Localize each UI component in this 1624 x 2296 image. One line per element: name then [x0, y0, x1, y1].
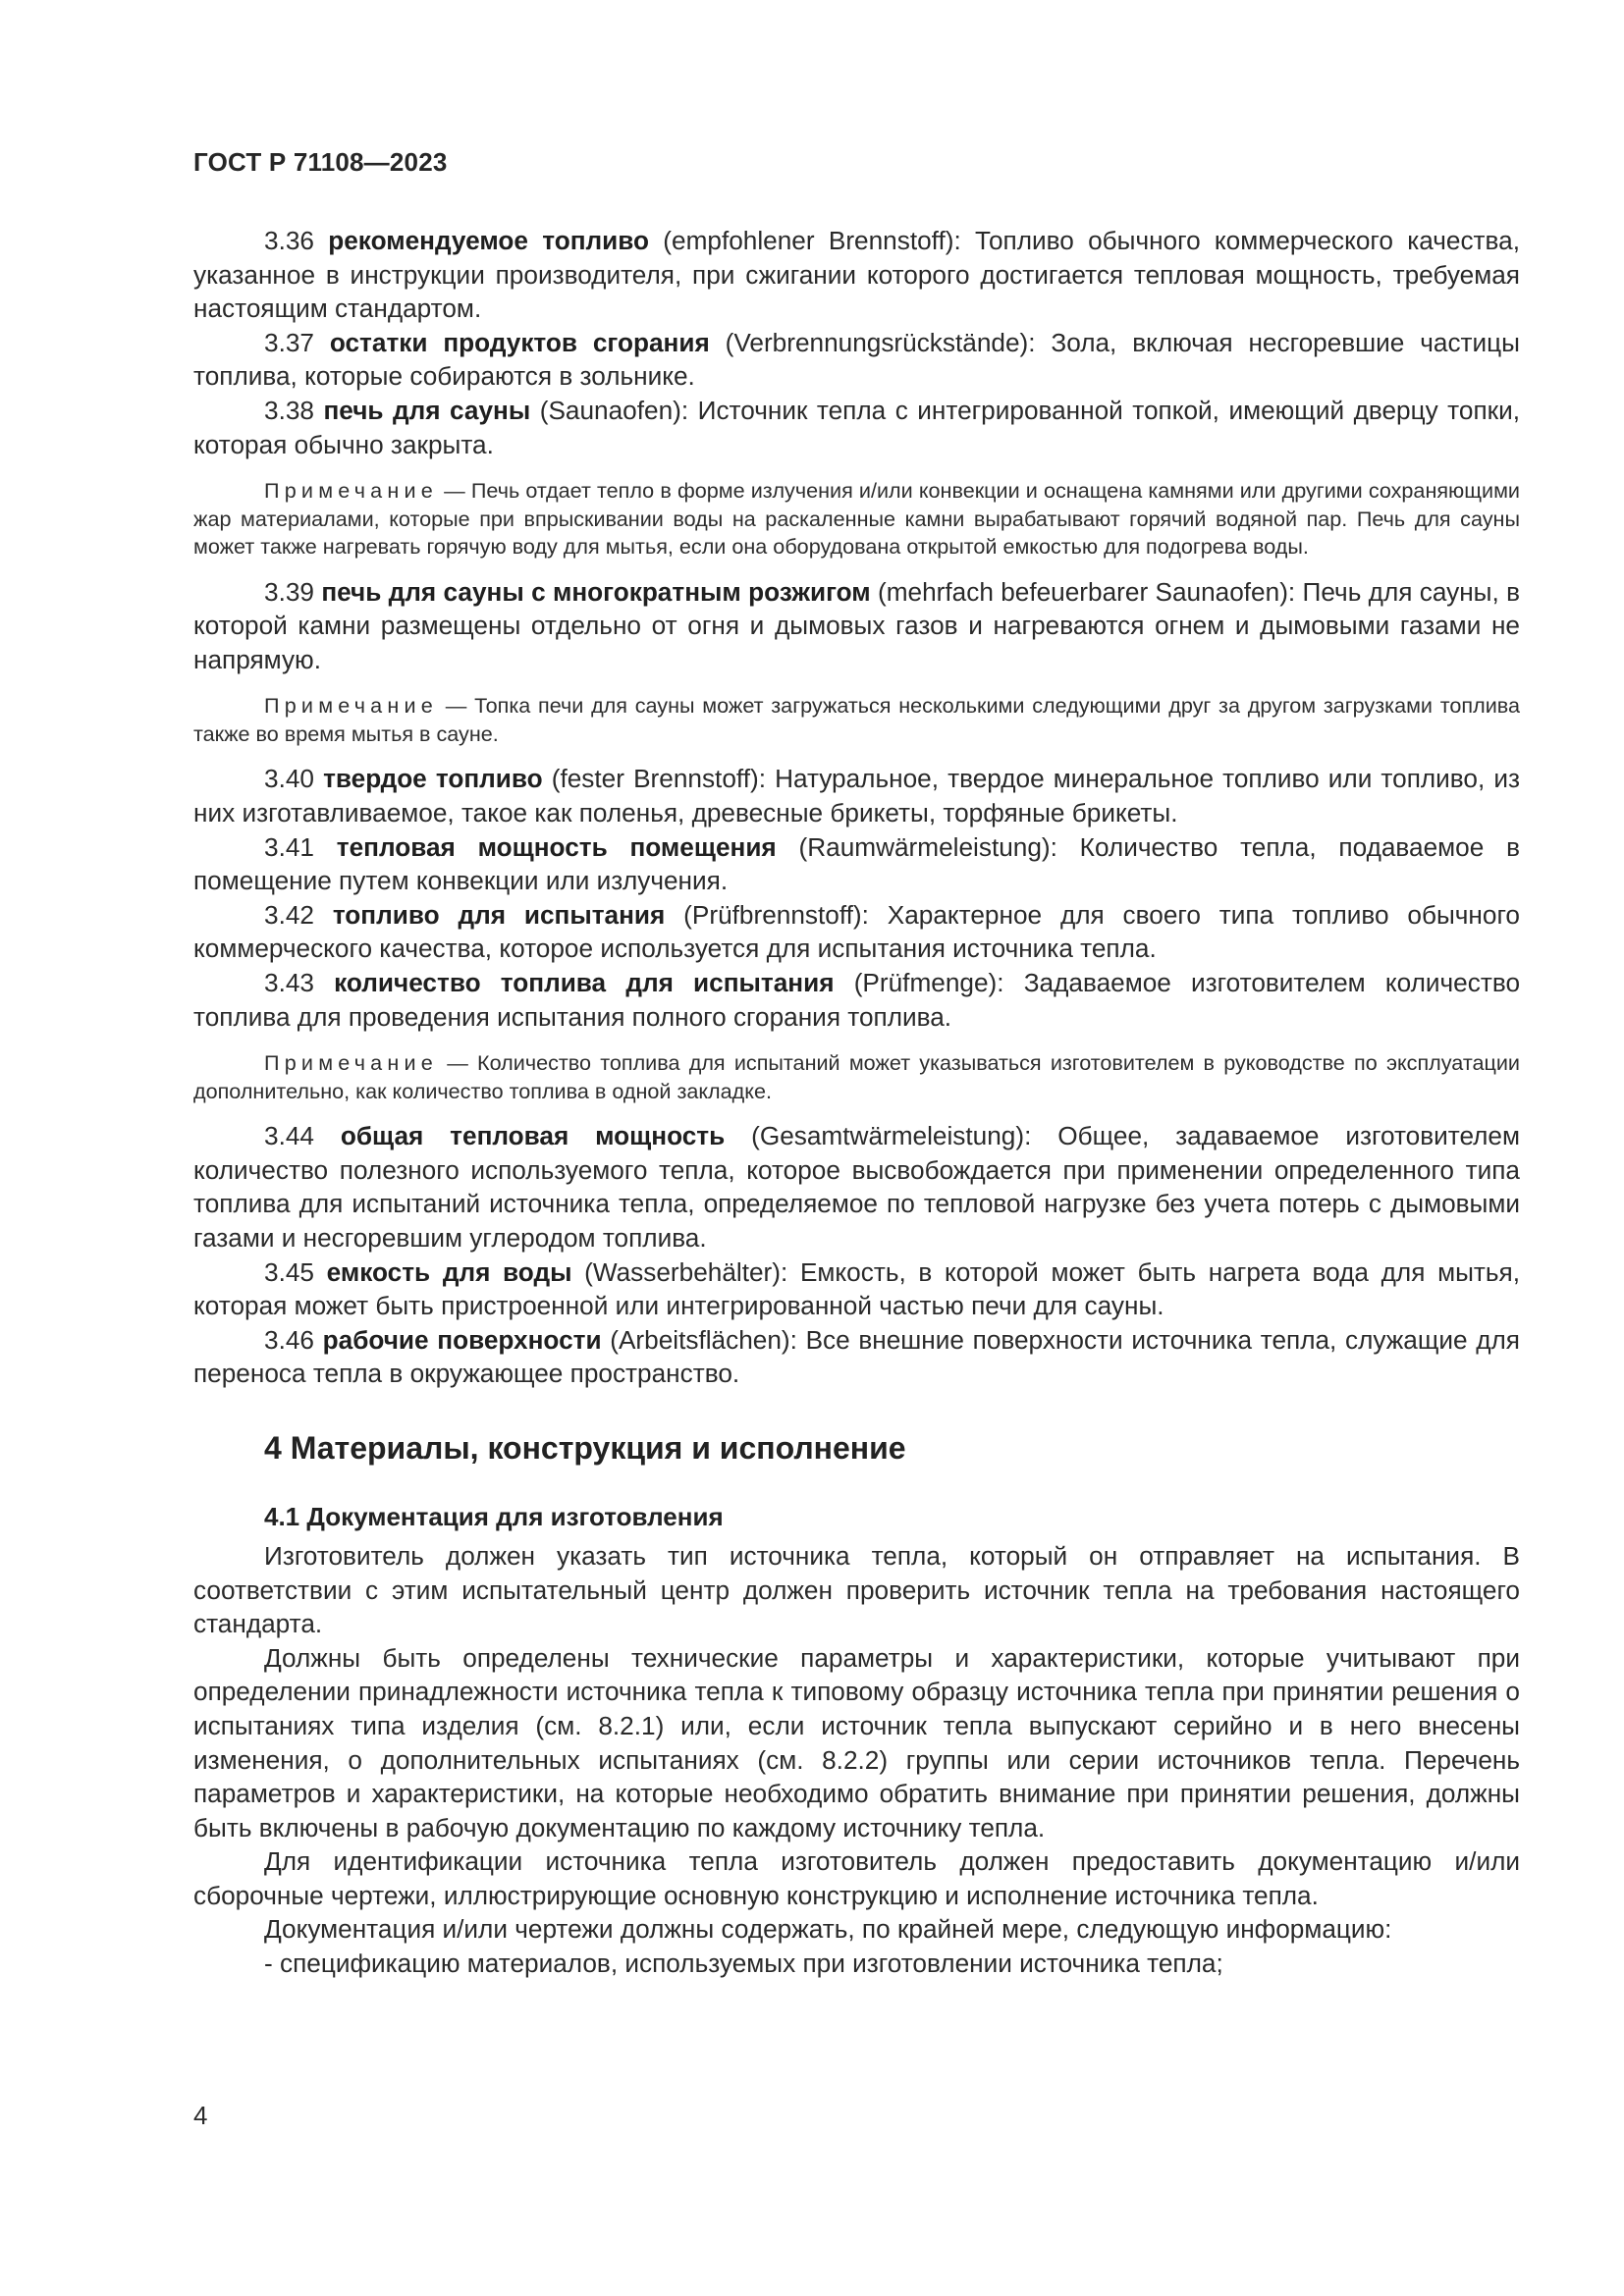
term-number: 3.36: [264, 226, 314, 255]
note-3-39: [193, 692, 1520, 748]
term-definition: : Зола, включая несгоревшие частицы топлива, которые собираются в зольнике.: [193, 327, 1520, 392]
term-name: печь для сауны с многократным розжигом: [321, 576, 871, 607]
term-3-37: [193, 326, 1520, 394]
term-number: 3.41: [264, 831, 314, 862]
term-3-39: [193, 575, 1520, 677]
body-paragraph: Изготовитель должен указать тип источника тепла, который он отправляет на испытания. В соответствии с этим испытательный центр должен проверить источник тепла на требования настоящего стандарта.: [193, 1540, 1520, 1639]
subsection-title: 4.1 Документация для изготовления: [264, 1501, 724, 1531]
term-number: 3.38: [264, 395, 314, 425]
term-3-43: [193, 966, 1520, 1034]
note-3-43: [193, 1049, 1520, 1105]
term-original: (Arbeitsflächen): [610, 1324, 790, 1355]
term-definition: : Общее, задаваемое изготовителем количество полезного используемого тепла, которое высвобождается при применении определенного типа топлива для испытаний источника тепла, определяемое по тепловой нагрузке без учета потерь с дымовыми газами и несгоревшим углеродом топлива.: [193, 1121, 1520, 1253]
term-3-36: [193, 224, 1520, 326]
term-original: (Saunaofen): [539, 395, 681, 425]
note-label: Примечание: [264, 1050, 438, 1076]
term-number: 3.39: [264, 576, 314, 607]
term-definition: : Топливо обычного коммерческого качества, указанное в инструкции производителя, при сжигании которого достигается тепловая мощность, требуемая настоящим стандартом.: [193, 226, 1521, 324]
term-original: (mehrfach befeuerbarer Saunaofen): [878, 576, 1288, 607]
term-definition: : Источник тепла с интегрированной топкой, имеющий дверцу топки, которая обычно закрыта.: [193, 395, 1520, 459]
term-name: количество топлива для испытания: [334, 968, 835, 997]
term-definition: : Печь для сауны, в которой камни размещены отдельно от огня и дымовых газов и нагреваются огнем и дымовыми газами не напрямую.: [193, 576, 1520, 674]
term-number: 3.40: [264, 764, 314, 794]
note-3-38: [193, 477, 1520, 561]
note-label: Примечание: [264, 478, 438, 504]
term-3-38: [193, 394, 1520, 461]
body-paragraph: Документация и/или чертежи должны содержать, по крайней мере, следующую информацию:: [264, 1914, 1392, 1945]
term-3-44: [193, 1119, 1520, 1255]
note-label: Примечание: [264, 693, 438, 719]
term-name: топливо для испытания: [332, 899, 666, 930]
note-text: — Печь отдает тепло в форме излучения и/или конвекции и оснащена камнями или другими сохраняющими жар материалами, которые при впрыскивании воды на раскаленные камни вырабатывают горячий водяной пар. Печь для сауны может также нагревать горячую воду для мытья, если она оборудована открытой емкостью для подогрева воды.: [193, 478, 1520, 560]
term-number: 3.45: [264, 1256, 314, 1287]
document-body: [193, 224, 1520, 1981]
term-3-46: [193, 1323, 1520, 1391]
body-paragraph: Для идентификации источника тепла изготовитель должен предоставить документацию и/или сборочные чертежи, иллюстрирующие основную конструкцию и исполнение источника тепла.: [193, 1846, 1520, 1910]
page-number: 4: [193, 2101, 208, 2130]
term-definition: : Количество тепла, подаваемое в помещение путем конвекции или излучения.: [193, 831, 1520, 896]
term-name: остатки продуктов сгорания: [329, 327, 710, 357]
term-definition: : Натуральное, твердое минеральное топливо или топливо, из них изготавливаемое, такое как поленья, древесные брикеты, торфяные брикеты.: [193, 764, 1520, 828]
term-number: 3.42: [264, 899, 314, 930]
term-original: (Prüfbrennstoff): [683, 899, 862, 930]
term-original: (Verbrennungsrückstände): [725, 327, 1029, 357]
term-number: 3.43: [264, 968, 314, 997]
term-original: (fester Brennstoff): [551, 764, 759, 794]
term-definition: : Задаваемое изготовителем количество топлива для проведения испытания полного сгорания топлива.: [193, 968, 1521, 1032]
term-original: (Raumwärmeleistung): [798, 831, 1051, 862]
term-number: 3.46: [264, 1324, 314, 1355]
term-number: 3.44: [264, 1121, 314, 1151]
term-3-40: [193, 762, 1520, 829]
term-name: печь для сауны: [323, 395, 531, 425]
term-definition: : Характерное для своего типа топливо обычного коммерческого качества, которое используется для испытания источника тепла.: [193, 899, 1520, 964]
term-original: (Wasserbehälter): [584, 1256, 781, 1287]
term-name: рабочие поверхности: [322, 1324, 602, 1355]
term-number: 3.37: [264, 327, 314, 357]
term-3-41: [193, 830, 1520, 898]
term-definition: : Емкость, в которой может быть нагрета вода для мытья, которая может быть пристроенной или интегрированной частью печи для сауны.: [193, 1256, 1520, 1321]
section-title: 4 Материалы, конструкция и исполнение: [264, 1429, 906, 1466]
term-name: рекомендуемое топливо: [328, 226, 649, 255]
note-text: — Количество топлива для испытаний может указываться изготовителем в руководстве по эксплуатации дополнительно, как количество топлива в одной закладке.: [193, 1050, 1520, 1103]
term-original: (empfohlener Brennstoff): [663, 226, 954, 255]
term-name: тепловая мощность помещения: [336, 831, 777, 862]
term-original: (Prüfmenge): [853, 968, 998, 997]
document-header: ГОСТ Р 71108—2023: [193, 147, 448, 177]
term-name: общая тепловая мощность: [340, 1121, 726, 1151]
body-paragraph: Должны быть определены технические параметры и характеристики, которые учитывают при определении принадлежности источника тепла к типовому образцу источника тепла при принятии решения о испытаниях типа изделия (см. 8.2.1) или, если источник тепла выпускают серийно и в него внесены изменения, о дополнительных испытаниях (см. 8.2.2) группы или серии источников тепла. Перечень параметров и характеристики, на которые необходимо обратить внимание при принятии решения, должны быть включены в рабочую документацию по каждому источнику тепла.: [193, 1642, 1520, 1842]
list-item: - спецификацию материалов, используемых при изготовлении источника тепла;: [264, 1949, 1223, 1979]
term-definition: : Все внешние поверхности источника тепла, служащие для переноса тепла в окружающее пространство.: [193, 1324, 1520, 1389]
term-3-42: [193, 898, 1520, 966]
term-name: емкость для воды: [326, 1256, 572, 1287]
term-3-45: [193, 1255, 1520, 1323]
term-original: (Gesamtwärmeleistung): [751, 1121, 1025, 1151]
note-text: — Топка печи для сауны может загружаться несколькими следующими друг за другом загрузками топлива также во время мытья в сауне.: [193, 693, 1520, 746]
term-name: твердое топливо: [323, 764, 543, 794]
